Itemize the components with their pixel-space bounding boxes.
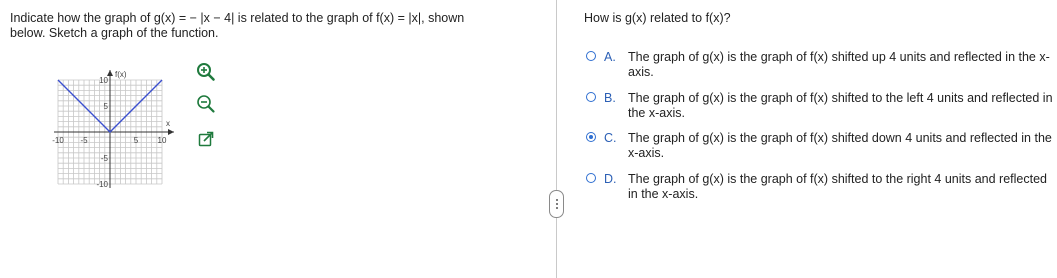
answer-prompt: How is g(x) related to f(x)?	[584, 11, 731, 25]
y-axis-label: f(x)	[115, 70, 127, 79]
y-tick-label: -10	[96, 180, 108, 189]
question-line-1: Indicate how the graph of g(x) = − |x − 4| is related to the graph of f(x) = |x|, shown	[10, 11, 465, 25]
question-text	[10, 11, 510, 41]
option-text: The graph of g(x) is the graph of f(x) shifted to the right 4 units and reflected in the x-axis.	[628, 172, 1047, 201]
zoom-in-icon[interactable]	[196, 62, 216, 82]
x-tick-label: -5	[80, 136, 88, 145]
x-axis-label: x	[166, 119, 170, 128]
option-letter: B.	[604, 91, 616, 105]
answer-pane	[557, 0, 1057, 278]
radio-a[interactable]	[586, 51, 596, 61]
x-tick-label: 5	[133, 136, 139, 145]
function-graph	[40, 60, 200, 220]
graph-svg	[40, 60, 200, 220]
radio-d[interactable]	[586, 173, 596, 183]
question-line-2: below. Sketch a graph of the function.	[10, 26, 219, 40]
x-tick-label: -10	[52, 136, 64, 145]
external-link-icon[interactable]	[196, 129, 216, 149]
option-letter: C.	[604, 131, 617, 145]
option-letter: D.	[604, 172, 617, 186]
radio-c[interactable]	[586, 132, 596, 142]
x-axis-arrow	[168, 129, 174, 135]
option-text: The graph of g(x) is the graph of f(x) shifted down 4 units and reflected in the x-axis.	[628, 131, 1052, 160]
y-tick-label: -5	[100, 154, 108, 163]
option-text: The graph of g(x) is the graph of f(x) shifted up 4 units and reflected in the x-axis.	[628, 50, 1050, 79]
y-tick-label: 5	[103, 102, 108, 111]
zoom-out-icon[interactable]	[196, 94, 216, 114]
option-text: The graph of g(x) is the graph of f(x) shifted to the left 4 units and reflected in the x-axis.	[628, 91, 1053, 120]
y-tick-label: 10	[99, 76, 108, 85]
radio-b[interactable]	[586, 92, 596, 102]
x-tick-label: 10	[157, 136, 167, 145]
option-letter: A.	[604, 50, 616, 64]
